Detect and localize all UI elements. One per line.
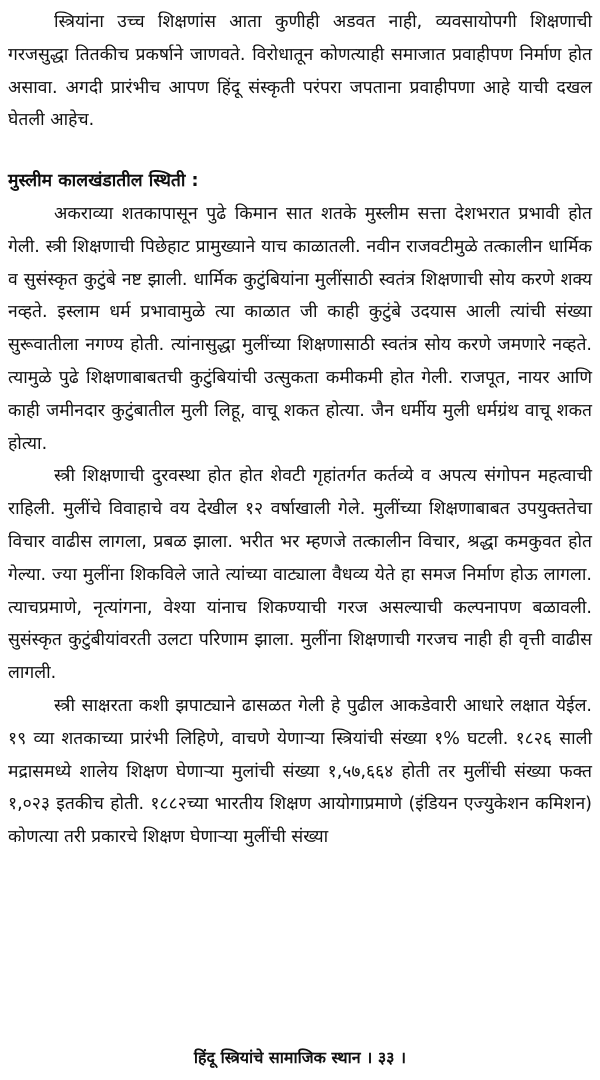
paragraph-muslim-era: अकराव्या शतकापासून पुढे किमान सात शतके मुस्लीम सत्ता देशभरात प्रभावी होत गेली. स्त्री शिक्षणाची पिछेहाट प्रामुख्याने याच काळातली. नवीन राजवटीमुळे तत्कालीन धार्मिक व सुसंस्कृत कुटुंबे नष्ट झाली. धार्मिक कुटुंबियांना मुलींसाठी स्वतंत्र शिक्षणाची सोय करणे शक्य नव्हते. इस्लाम धर्म प्रभावामुळे त्या काळात जी काही कुटुंबे उदयास आली त्यांची संख्या सुरूवातीला नगण्य होती. त्यांनासुद्धा मुलींच्या शिक्षणासाठी स्वतंत्र सोय करणे जमणारे नव्हते. त्यामुळे पुढे शिक्षणाबाबतची कुटुंबियांची उत्सुकता कमीकमी होत गेली. राजपूत, नायर आणि काही जमीनदार कुटुंबातील मुली लिहू, वाचू शकत होत्या. जैन धर्मीय मुली धर्मग्रंथ वाचू शकत होत्या. [8, 203, 592, 454]
page-footer: हिंदू स्त्रियांचे सामाजिक स्थान । ३३ । [193, 1048, 407, 1067]
section-heading: मुस्लीम कालखंडातील स्थिती : [8, 171, 199, 192]
paragraph-decline: स्त्री शिक्षणाची दुरवस्था होत होत शेवटी गृहांतर्गत कर्तव्ये व अपत्य संगोपन महत्वाची राहिली. मुलींचे विवाहाचे वय देखील १२ वर्षाखाली गेले. मुलींच्या शिक्षणाबाबत उपयुक्ततेचा विचार वाढीस लागला, प्रबळ झाला. भरीत भर म्हणजे तत्कालीन विचार, श्रद्धा कमकुवत होत गेल्या. ज्या मुलींना शिकविले जाते त्यांच्या वाट्याला वैधव्य येते हा समज निर्माण होऊ लागला. त्याचप्रमाणे, नृत्यांगना, वेश्या यांनाच शिकण्याची गरज असल्याची कल्पनापण बळावली. सुसंस्कृत कुटुंबीयांवरती उलटा परिणाम झाला. मुलींना शिक्षणाची गरजच नाही ही वृत्ती वाढीस लागली. [8, 466, 592, 684]
paragraph-literacy-stats: स्त्री साक्षरता कशी झपाट्याने ढासळत गेली हे पुढील आकडेवारी आधारे लक्षात येईल. १९ व्या शतकाच्या प्रारंभी लिहिणे, वाचणे येणाऱ्या स्त्रियांची संख्या १% घटली. १८२६ साली मद्रासमध्ये शालेय शिक्षण घेणाऱ्या मुलांची संख्या १,५७,६६४ होती तर मुलींची संख्या फक्त १,०२३ इतकीच होती. १८८२च्या भारतीय शिक्षण आयोगाप्रमाणे (इंडियन एज्युकेशन कमिशन) कोणत्या तरी प्रकारचे शिक्षण घेणाऱ्या मुलींची संख्या [8, 695, 592, 848]
paragraph-intro: स्त्रियांना उच्च शिक्षणांस आता कुणीही अडवत नाही, व्यवसायोपगी शिक्षणाची गरजसुद्धा तितकीच प्रकर्षाने जाणवते. विरोधातून कोणत्याही समाजात प्रवाहीपण निर्माण होत असावा. अगदी प्रारंभीच आपण हिंदू संस्कृती परंपरा जपताना प्रवाहीपणा आहे याची दखल घेतली आहेच. [8, 12, 592, 131]
